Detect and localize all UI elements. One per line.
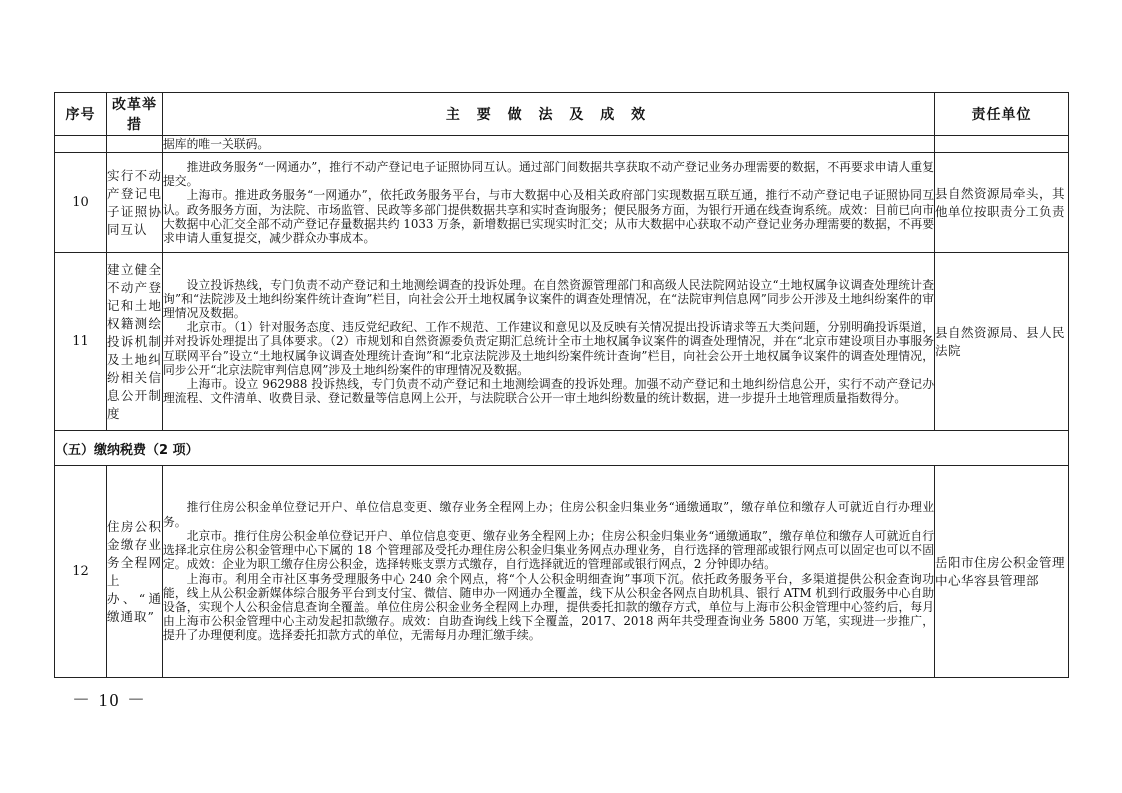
page-number: － 10 － — [72, 690, 147, 710]
reform-measures-table — [54, 92, 1069, 678]
row-number: 11 — [55, 253, 107, 431]
row-content: 推进政务服务“一网通办”，推行不动产登记电子证照协同互认。通过部门间数据共享获取不动产登记业务办理需要的数据，不再要求申请人重复提交。 上海市。推进政务服务“一网通办”，依托政务服务平台，与市大数据中心及相关政府部门实现数据互联互通，推行不动产登记电子证照协同互认。政务服务方面，为法院、市场监管、民政等多部门提供数据共享和实时查询服务；便民服务方面，为银行开通在线查询系统。成效：目前已向市大数据中心汇交全部不动产登记存量数据共约 1033 万条，新增数据已实现实时汇交；从市大数据中心获取不动产登记业务办理需要的数据，不再要求申请人重复提交，减少群众办事成本。 — [163, 153, 935, 253]
continuation-text: 据库的唯一关联码。 — [163, 136, 935, 153]
continuation-row — [55, 136, 1069, 153]
row-responsible-unit: 县自然资源局、县人民法院 — [935, 253, 1069, 431]
row-measure: 建立健全不动产登记和土地权籍测绘投诉机制及土地纠纷相关信息公开制度 — [107, 253, 163, 431]
row-number: 10 — [55, 153, 107, 253]
table-header-row — [55, 93, 1069, 136]
row-measure: 实行不动产登记电子证照协同互认 — [107, 153, 163, 253]
header-measure: 改革举措 — [107, 93, 163, 136]
row-measure: 住房公积金缴存业务全程网上办、“通缴通取” — [107, 466, 163, 678]
table-row — [55, 253, 1069, 431]
table-row — [55, 466, 1069, 678]
row-content: 推行住房公积金单位登记开户、单位信息变更、缴存业务全程网上办；住房公积金归集业务“通缴通取”，缴存单位和缴存人可就近自行办理业务。 北京市。推行住房公积金单位登记开户、单位信息变更、缴存业务全程网上办；住房公积金归集业务“通缴通取”，缴存单位和缴存人可就近自行选择北京住房公积金管理中心下属的 18 个管理部及受托办理住房公积金归集业务网点办理业务，自行选择的管理部或银行网点可以固定也可以不固定。成效：企业为职工缴存住房公积金，选择转账支票方式缴存，自行选择就近的管理部或银行网点，2 分钟即办结。 上海市。利用全市社区事务受理服务中心 240 余个网点，将“个人公积金明细查询”事项下沉。依托政务服务平台，多渠道提供公积金查询功能，线上从公积金新媒体综合服务平台到支付宝、微信、随申办一网通办全覆盖，线下从公积金各网点自助机具、银行 ATM 机到行政服务中心自助设备，实现个人公积金信息查询全覆盖。单位住房公积金业务全程网上办理，提供委托扣款的缴存方式，单位与上海市公积金管理中心签约后，每月由上海市公积金管理中心主动发起扣款缴存。成效：自助查询线上线下全覆盖，2017、2018 两年共受理查询业务 5800 万笔，实现进一步推广，提升了办理便利度。选择委托扣款方式的单位，无需每月办理汇缴手续。 — [163, 466, 935, 678]
header-content: 主 要 做 法 及 成 效 — [163, 93, 935, 136]
table-row — [55, 153, 1069, 253]
section-row — [55, 431, 1069, 466]
row-responsible-unit: 县自然资源局牵头，其他单位按职责分工负责 — [935, 153, 1069, 253]
section-title: （五）缴纳税费（2 项） — [55, 431, 1069, 466]
header-number: 序号 — [55, 93, 107, 136]
row-content: 设立投诉热线，专门负责不动产登记和土地测绘调查的投诉处理。在自然资源管理部门和高级人民法院网站设立“土地权属争议调查处理统计查询”和“法院涉及土地纠纷案件统计查询”栏目，向社会公开土地权属争议案件的调查处理情况，在“法院审判信息网”同步公开涉及土地纠纷案件的审理情况及数据。 北京市。（1）针对服务态度、违反党纪政纪、工作不规范、工作建议和意见以及反映有关情况提出投诉请求等五大类问题，分别明确投诉渠道，并对投诉处理提出了具体要求。（2）市规划和自然资源委负责定期汇总统计全市土地权属争议案件的调查处理情况，并在“北京市建设项目办事服务互联网平台”设立“土地权属争议调查处理统计查询”和“北京法院涉及土地纠纷案件统计查询”栏目，向社会公开土地权属争议案件的调查处理情况，同步公开“北京法院审判信息网”涉及土地纠纷案件的审理情况及数据。 上海市。设立 962988 投诉热线，专门负责不动产登记和土地测绘调查的投诉处理。加强不动产登记和土地纠纷信息公开，实行不动产登记办理流程、文件清单、收费目录、登记数量等信息网上公开，与法院联合公开一审土地纠纷数量的统计数据，进一步提升土地管理质量指数得分。 — [163, 253, 935, 431]
header-unit: 责任单位 — [935, 93, 1069, 136]
row-responsible-unit: 岳阳市住房公积金管理中心华容县管理部 — [935, 466, 1069, 678]
row-number: 12 — [55, 466, 107, 678]
